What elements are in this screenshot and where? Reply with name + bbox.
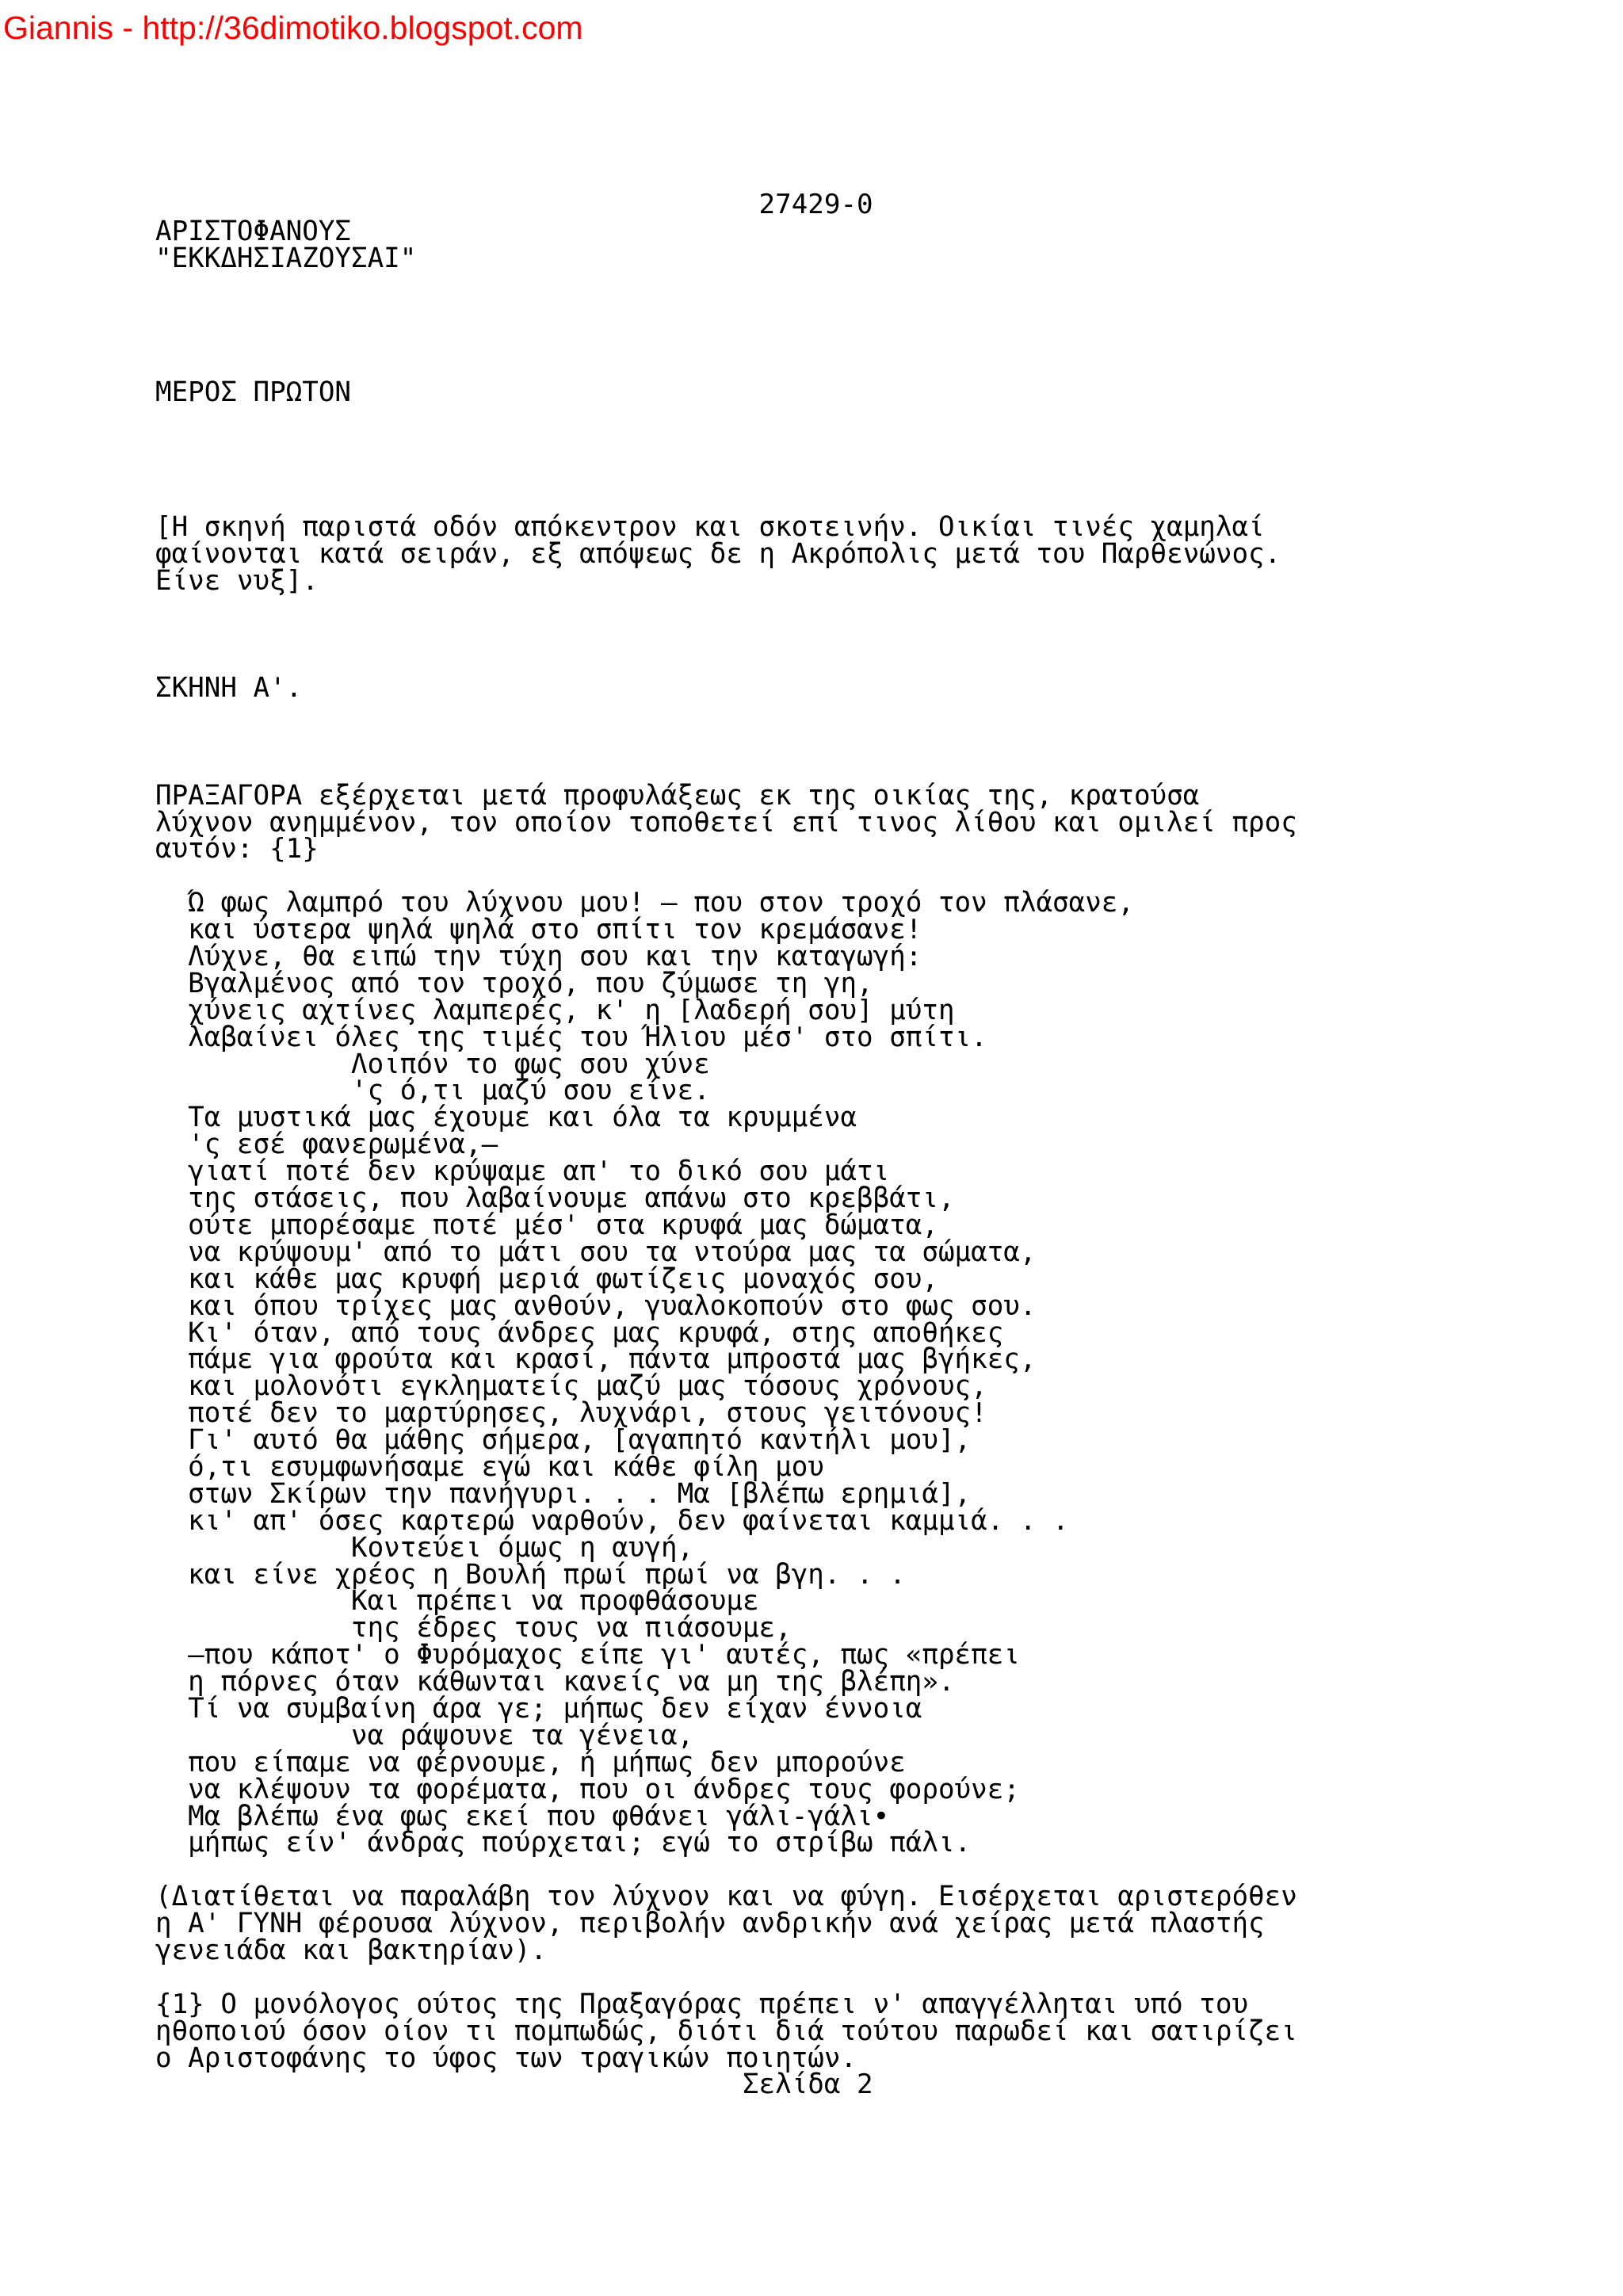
document-code: 27429-0 (758, 189, 873, 220)
verse-line: 'ς εσέ φανερωμένα,— (188, 1129, 498, 1161)
verse-line: της έδρες τους να πιάσουμε, (350, 1612, 792, 1645)
exit-direction-line: η Α' ΓΥΝΗ φέρουσα λύχνον, περιβολήν ανδρικήν ανά χείρας μετά πλαστής (155, 1908, 1265, 1940)
verse-line: Και πρέπει να προφθάσουμε (350, 1585, 759, 1618)
verse-line: κι' απ' όσες καρτερώ ναρθούν, δεν φαίνεται καμμιά. . . (188, 1504, 1069, 1537)
verse-line: Τα μυστικά μας έχουμε και όλα τα κρυμμένα (188, 1102, 857, 1134)
footnote-line: ο Αριστοφάνης το ύφος των τραγικών ποιητών. (155, 2042, 857, 2074)
footnote-line: {1} Ο μονόλογος ούτος της Πραξαγόρας πρέπει ν' απαγγέλληται υπό του (155, 1988, 1249, 2020)
verse-line: και κάθε μας κρυφή μεριά φωτίζεις μοναχός σου, (188, 1263, 938, 1295)
verse-line: και είνε χρέος η Βουλή πρωί πρωί να βγη. . . (188, 1558, 906, 1591)
page-number: Σελίδα 2 (742, 2069, 873, 2101)
verse-line: η πόρνες όταν κάθωνται κανείς να μη της βλέπη». (188, 1666, 955, 1698)
verse-line: μήπως είν' άνδρας πούρχεται; εγώ το στρίβω πάλι. (188, 1827, 972, 1859)
verse-line: να κρύψουμ' από το μάτι σου τα ντούρα μας τα σώματα, (188, 1236, 1037, 1268)
verse-line: Ώ φως λαμπρό του λύχνου μου! — που στον τροχό τον πλάσανε, (188, 887, 1134, 919)
verse-line: Μα βλέπω ένα φως εκεί που φθάνει γάλι-γάλι• (188, 1800, 890, 1832)
play-title: "ΕΚΚΔΗΣΙΑΖΟΥΣΑΙ" (155, 242, 417, 274)
verse-line: να ράψουνε τα γένεια, (350, 1719, 694, 1752)
scene-intro-line: λύχνον ανημμένον, τον οποίον τοποθετεί επί τινος λίθου και ομιλεί προς (155, 806, 1297, 839)
verse-line: ποτέ δεν το μαρτύρησες, λυχνάρι, στους γειτόνους! (188, 1397, 987, 1430)
author-name: ΑΡΙΣΤΟΦΑΝΟΥΣ (155, 215, 351, 247)
verse-line: Τί να συμβαίνη άρα γε; μήπως δεν είχαν έννοια (188, 1692, 922, 1725)
verse-line: Κι' όταν, από τους άνδρες μας κρυφά, στης αποθήκες (188, 1316, 1004, 1349)
verse-line: Κοντεύει όμως η αυγή, (350, 1531, 694, 1564)
stage-direction-line: φαίνονται κατά σειράν, εξ απόψεως δε η Ακρόπολις μετά του Παρθενώνος. (155, 537, 1281, 570)
verse-line: Λοιπόν το φως σου χύνε (350, 1048, 710, 1080)
verse-line: στων Σκίρων την πανήγυρι. . . Μα [βλέπω ερημιά], (188, 1477, 972, 1510)
stage-direction-line: [Η σκηνή παριστά οδόν απόκεντρον και σκοτεινήν. Οικίαι τινές χαμηλαί (155, 510, 1265, 543)
verse-line: πάμε για φρούτα και κρασί, πάντα μπροστά μας βγήκες, (188, 1343, 1037, 1376)
verse-line: της στάσεις, που λαβαίνουμε απάνω στο κρεββάτι, (188, 1182, 955, 1215)
scene-heading: ΣΚΗΝΗ Α'. (155, 672, 303, 705)
verse-line: ό,τι εσυμφωνήσαμε εγώ και κάθε φίλη μου (188, 1450, 824, 1483)
stage-direction-line: Είνε νυξ]. (155, 564, 319, 597)
verse-line: Λύχνε, θα ειπώ την τύχη σου και την καταγωγή: (188, 941, 922, 973)
verse-line: και μολονότι εγκληματείς μαζύ μας τόσους χρόνους, (188, 1370, 987, 1403)
exit-direction-line: γενειάδα και βακτηρίαν). (155, 1934, 547, 1966)
verse-line: να κλέψουν τα φορέματα, που οι άνδρες τους φορούνε; (188, 1773, 1020, 1805)
footnote-line: ηθοποιού όσον οίον τι πομπωδώς, διότι διά τούτου παρωδεί και σατιρίζει (155, 2015, 1297, 2047)
exit-direction-line: (Διατίθεται να παραλάβη τον λύχνον και να φύγη. Εισέρχεται αριστερόθεν (155, 1881, 1297, 1913)
verse-line: λαβαίνει όλες της τιμές του Ήλιου μέσ' στο σπίτι. (188, 1021, 987, 1053)
scene-intro-line: αυτόν: {1} (155, 833, 319, 865)
verse-line: Γι' αυτό θα μάθης σήμερα, [αγαπητό καντήλι μου], (188, 1424, 972, 1457)
scene-intro-line: ΠΡΑΞΑΓΟΡΑ εξέρχεται μετά προφυλάξεως εκ της οικίας της, κρατούσα (155, 779, 1200, 812)
verse-line: χύνεις αχτίνες λαμπερές, κ' η [λαδερή σου] μύτη (188, 994, 955, 1026)
verse-line: 'ς ό,τι μαζύ σου είνε. (350, 1075, 710, 1107)
part-heading: ΜΕΡΟΣ ΠΡΩΤΟΝ (155, 376, 351, 409)
verse-line: ούτε μπορέσαμε ποτέ μέσ' στα κρυφά μας δώματα, (188, 1209, 938, 1241)
watermark-text: Giannis - http://36dimotiko.blogspot.com (3, 10, 583, 46)
verse-line: —που κάποτ' ο Φυρόμαχος είπε γι' αυτές, πως «πρέπει (188, 1639, 1020, 1671)
verse-line: και ύστερα ψηλά ψηλά στο σπίτι τον κρεμάσανε! (188, 914, 922, 946)
verse-line: γιατί ποτέ δεν κρύψαμε απ' το δικό σου μάτι (188, 1156, 890, 1188)
document-text (155, 189, 1455, 2101)
verse-line: και όπου τρίχες μας ανθούν, γυαλοκοπούν στο φως σου. (188, 1289, 1037, 1322)
verse-line: Βγαλμένος από τον τροχό, που ζύμωσε τη γη, (188, 967, 873, 999)
verse-line: που είπαμε να φέρνουμε, ή μήπως δεν μπορούνε (188, 1746, 906, 1778)
